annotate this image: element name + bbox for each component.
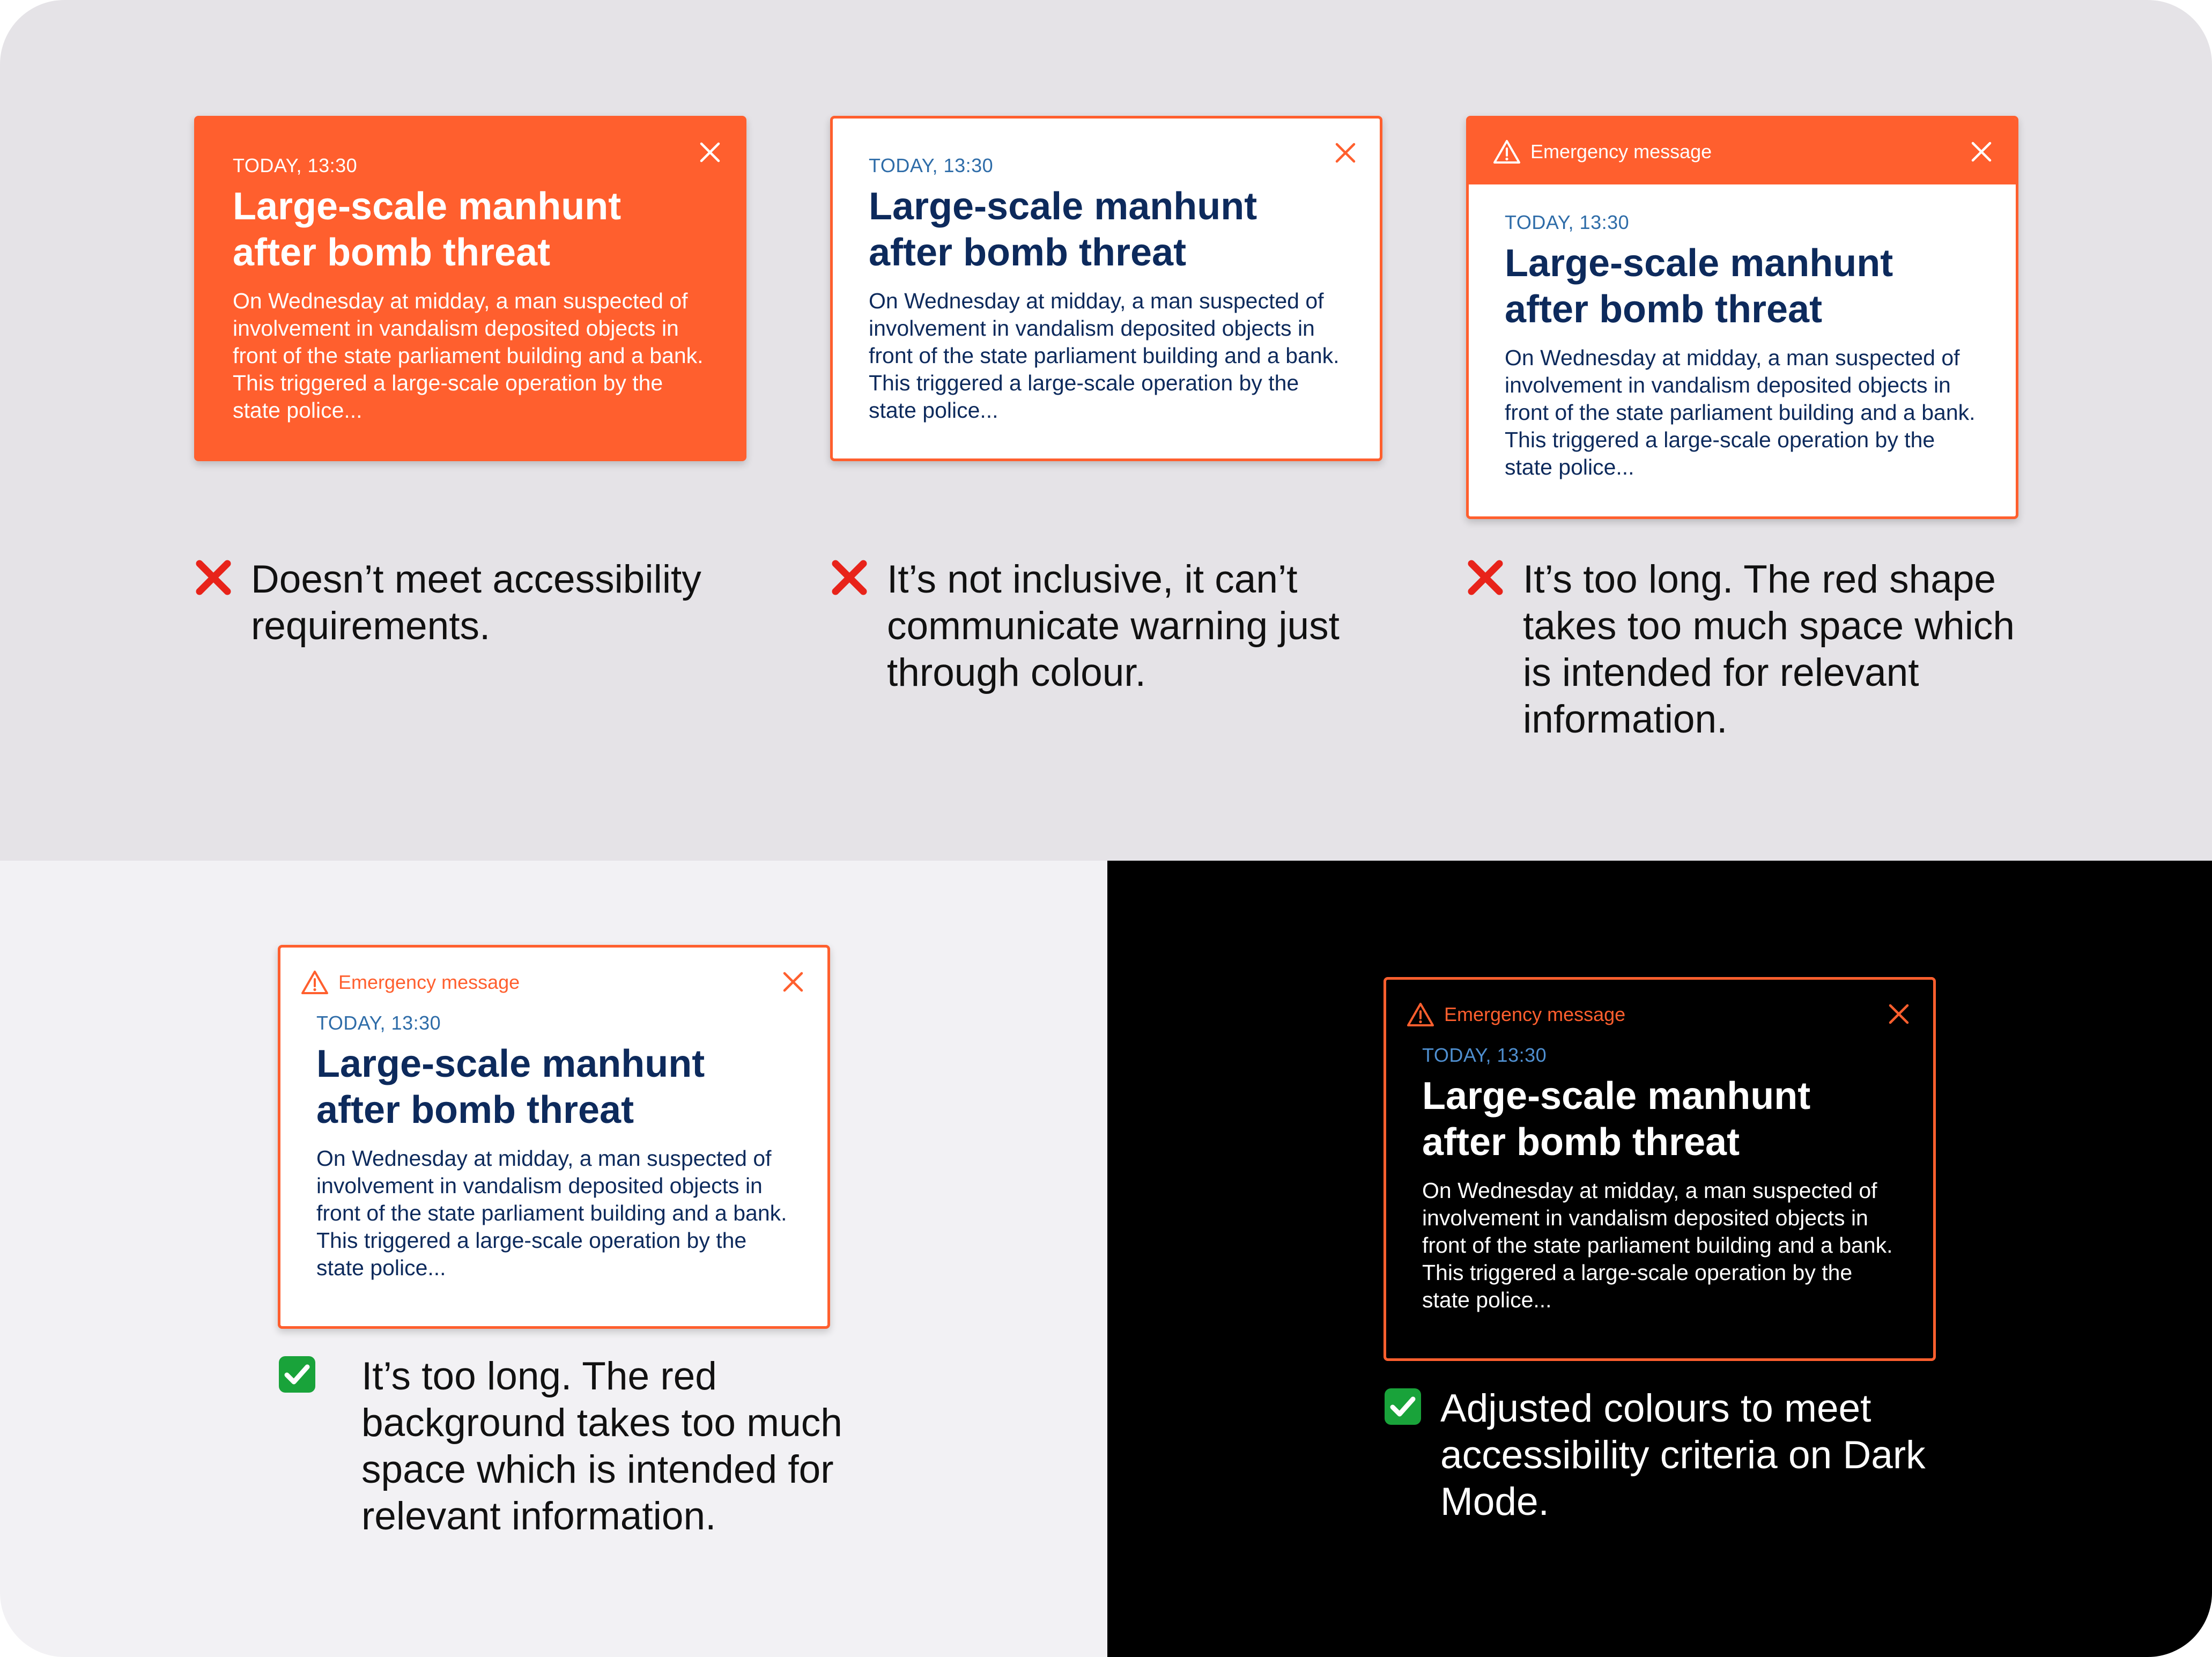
notification-title: Large-scale manhunt after bomb threat	[1422, 1075, 1811, 1164]
checkmark-icon	[278, 1355, 321, 1394]
notification-card-orange-fill[interactable]	[194, 116, 746, 461]
close-icon[interactable]	[1969, 139, 1994, 165]
caption-orange-header	[1466, 556, 2038, 743]
notification-timestamp: TODAY, 13:30	[316, 1012, 441, 1034]
emergency-header-label: Emergency message	[1444, 1003, 1626, 1025]
warning-triangle-icon	[1407, 1002, 1434, 1027]
notification-timestamp: TODAY, 13:30	[233, 154, 358, 176]
notification-card-light-final[interactable]	[278, 945, 830, 1329]
caption-orange-fill	[194, 556, 766, 649]
warning-triangle-icon	[1493, 139, 1521, 165]
notification-card-dark-final[interactable]	[1384, 977, 1936, 1361]
caption-text: Doesn’t meet accessibility requirements.	[251, 558, 701, 648]
notification-timestamp: TODAY, 13:30	[869, 154, 994, 176]
close-icon[interactable]	[697, 139, 723, 165]
caption-light-final	[278, 1353, 898, 1540]
caption-text: It’s too long. The red background takes too much space which is intended for relevant information.	[361, 1355, 842, 1538]
caption-text: Adjusted colours to meet accessibility criteria on Dark Mode.	[1440, 1387, 1926, 1523]
checkmark-icon	[1384, 1387, 1426, 1426]
close-icon[interactable]	[1886, 1001, 1912, 1027]
emergency-header	[1386, 980, 1933, 1044]
caption-text: It’s too long. The red shape takes too much space which is intended for relevant information.	[1523, 558, 2015, 741]
cross-icon	[830, 558, 873, 597]
caption-dark-final	[1384, 1385, 1977, 1525]
warning-triangle-icon	[301, 970, 329, 995]
close-icon[interactable]	[780, 969, 806, 995]
notification-body: On Wednesday at midday, a man suspected of involvement in vandalism deposited objects in front of the state parliament building and a bank. This triggered a large-scale operation by the state police...	[316, 1146, 787, 1280]
notification-title: Large-scale manhunt after bomb threat	[316, 1042, 705, 1131]
caption-orange-border	[830, 556, 1402, 696]
emergency-header	[280, 948, 827, 1012]
notification-body: On Wednesday at midday, a man suspected of involvement in vandalism deposited objects in front of the state parliament building and a bank. This triggered a large-scale operation by the state police...	[869, 289, 1340, 423]
cross-icon	[1466, 558, 1509, 597]
notification-timestamp: TODAY, 13:30	[1505, 211, 1630, 233]
notification-body: On Wednesday at midday, a man suspected of involvement in vandalism deposited objects in front of the state parliament building and a bank. This triggered a large-scale operation by the state police...	[233, 289, 704, 423]
notification-card-orange-border[interactable]	[830, 116, 1382, 461]
notification-body: On Wednesday at midday, a man suspected of involvement in vandalism deposited objects in front of the state parliament building and a bank. This triggered a large-scale operation by the state police...	[1505, 345, 1976, 479]
notification-card-orange-header[interactable]	[1466, 116, 2018, 519]
cross-icon	[194, 558, 237, 597]
emergency-header-label: Emergency message	[1530, 140, 1712, 162]
emergency-header-label: Emergency message	[338, 971, 520, 993]
notification-timestamp: TODAY, 13:30	[1422, 1044, 1547, 1066]
notification-title: Large-scale manhunt after bomb threat	[869, 185, 1257, 274]
emergency-header	[1469, 119, 2016, 184]
close-icon[interactable]	[1333, 140, 1358, 166]
caption-text: It’s not inclusive, it can’t communicate warning just through colour.	[887, 558, 1340, 694]
notification-body: On Wednesday at midday, a man suspected of involvement in vandalism deposited objects in front of the state parliament building and a bank. This triggered a large-scale operation by the state police...	[1422, 1178, 1893, 1312]
notification-title: Large-scale manhunt after bomb threat	[1505, 242, 1893, 331]
notification-title: Large-scale manhunt after bomb threat	[233, 185, 622, 274]
